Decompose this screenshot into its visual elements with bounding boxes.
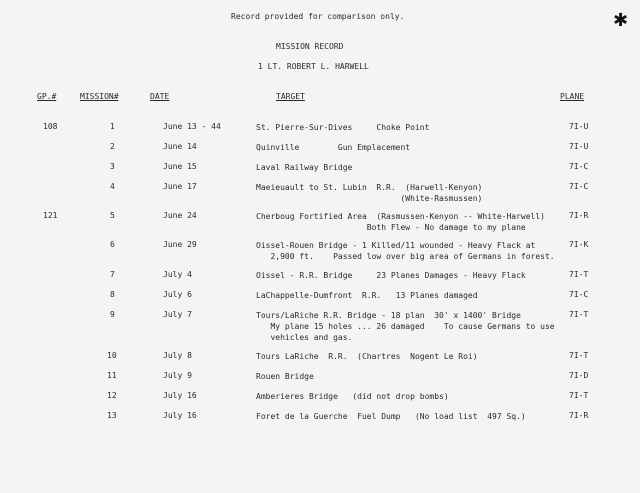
target-cell (256, 240, 555, 262)
plane-cell: 7I-R (569, 211, 589, 220)
target-cell (256, 142, 410, 153)
target-cell (256, 411, 526, 422)
plane-cell: 7I-C (569, 290, 589, 299)
target-line: 2,900 ft. Passed low over big area of Germans in forest. (256, 252, 555, 261)
gp-cell: 121 (43, 211, 58, 220)
plane-cell: 7I-R (569, 411, 589, 420)
date-cell: July 16 (163, 391, 197, 400)
target-line: Both Flew - No damage to my plane (256, 223, 526, 232)
target-line: Oissel - R.R. Bridge 23 Planes Damages - Heavy Flack (256, 271, 526, 280)
mission-cell: 11 (107, 371, 117, 380)
target-line: Tours/LaRiche R.R. Bridge - 18 plan 30' x 1400' Bridge (256, 311, 521, 320)
plane-cell: 7I-T (569, 351, 589, 360)
mission-cell: 7 (110, 270, 115, 279)
column-header-gp: GP.# (37, 92, 57, 101)
target-line: Maeieuault to St. Lubin R.R. (Harwell-Kenyon) (256, 183, 483, 192)
target-cell (256, 270, 526, 281)
mission-cell: 3 (110, 162, 115, 171)
date-cell: June 15 (163, 162, 197, 171)
target-line: My plane 15 holes ... 26 damaged To cause Germans to use (256, 322, 555, 331)
target-cell (256, 211, 545, 233)
mission-cell: 13 (107, 411, 117, 420)
date-cell: June 29 (163, 240, 197, 249)
target-cell (256, 371, 314, 382)
mission-cell: 10 (107, 351, 117, 360)
target-line: Tours LaRiche R.R. (Chartres Nogent Le Roi) (256, 352, 478, 361)
date-cell: July 16 (163, 411, 197, 420)
target-line: Laval Railway Bridge (256, 163, 353, 172)
plane-cell: 7I-T (569, 310, 589, 319)
target-line: Rouen Bridge (256, 372, 314, 381)
mission-cell: 8 (110, 290, 115, 299)
gp-cell: 108 (43, 122, 58, 131)
document-title: MISSION RECORD (276, 42, 344, 51)
target-line: (White-Rasmussen) (256, 194, 483, 203)
date-cell: July 7 (163, 310, 192, 319)
mission-cell: 5 (110, 211, 115, 220)
document-subtitle: 1 LT. ROBERT L. HARWELL (258, 62, 369, 71)
target-line: vehicles and gas. (256, 333, 353, 342)
mission-cell: 9 (110, 310, 115, 319)
target-cell (256, 122, 429, 133)
plane-cell: 7I-K (569, 240, 589, 249)
handwritten-mark-icon: ✱ (613, 10, 629, 31)
date-cell: July 9 (163, 371, 192, 380)
comparison-notice: Record provided for comparison only. (231, 12, 405, 21)
column-header-plane: PLANE (560, 92, 585, 101)
target-cell (256, 182, 482, 204)
date-cell: June 14 (163, 142, 197, 151)
plane-cell: 7I-C (569, 162, 589, 171)
mission-cell: 4 (110, 182, 115, 191)
date-cell: July 4 (163, 270, 192, 279)
plane-cell: 7I-U (569, 122, 589, 131)
plane-cell: 7I-C (569, 182, 589, 191)
target-cell (256, 310, 555, 343)
date-cell: June 13 - 44 (163, 122, 221, 131)
column-header-date: DATE (150, 92, 170, 101)
plane-cell: 7I-U (569, 142, 589, 151)
target-line: Foret de la Guerche Fuel Dump (No load list 497 Sq.) (256, 412, 526, 421)
target-line: Cherboug Fortified Area (Rasmussen-Kenyon -- White-Harwell) (256, 212, 545, 221)
target-line: Oissel-Rouen Bridge - 1 Killed/11 wounded - Heavy Flack at (256, 241, 536, 250)
target-line: LaChappelle-Dumfront R.R. 13 Planes damaged (256, 291, 478, 300)
column-header-target: TARGET (276, 92, 305, 101)
date-cell: June 24 (163, 211, 197, 220)
mission-cell: 2 (110, 142, 115, 151)
target-cell (256, 162, 352, 173)
target-line: Amberieres Bridge (did not drop bombs) (256, 392, 449, 401)
column-header-mission: MISSION# (80, 92, 119, 101)
target-cell (256, 391, 449, 402)
target-cell (256, 290, 478, 301)
mission-cell: 6 (110, 240, 115, 249)
plane-cell: 7I-T (569, 391, 589, 400)
date-cell: June 17 (163, 182, 197, 191)
target-line: St. Pierre-Sur-Dives Choke Point (256, 123, 430, 132)
target-line: Quinville Gun Emplacement (256, 143, 411, 152)
mission-cell: 1 (110, 122, 115, 131)
plane-cell: 7I-D (569, 371, 589, 380)
plane-cell: 7I-T (569, 270, 589, 279)
date-cell: July 6 (163, 290, 192, 299)
mission-cell: 12 (107, 391, 117, 400)
date-cell: July 8 (163, 351, 192, 360)
target-cell (256, 351, 478, 362)
